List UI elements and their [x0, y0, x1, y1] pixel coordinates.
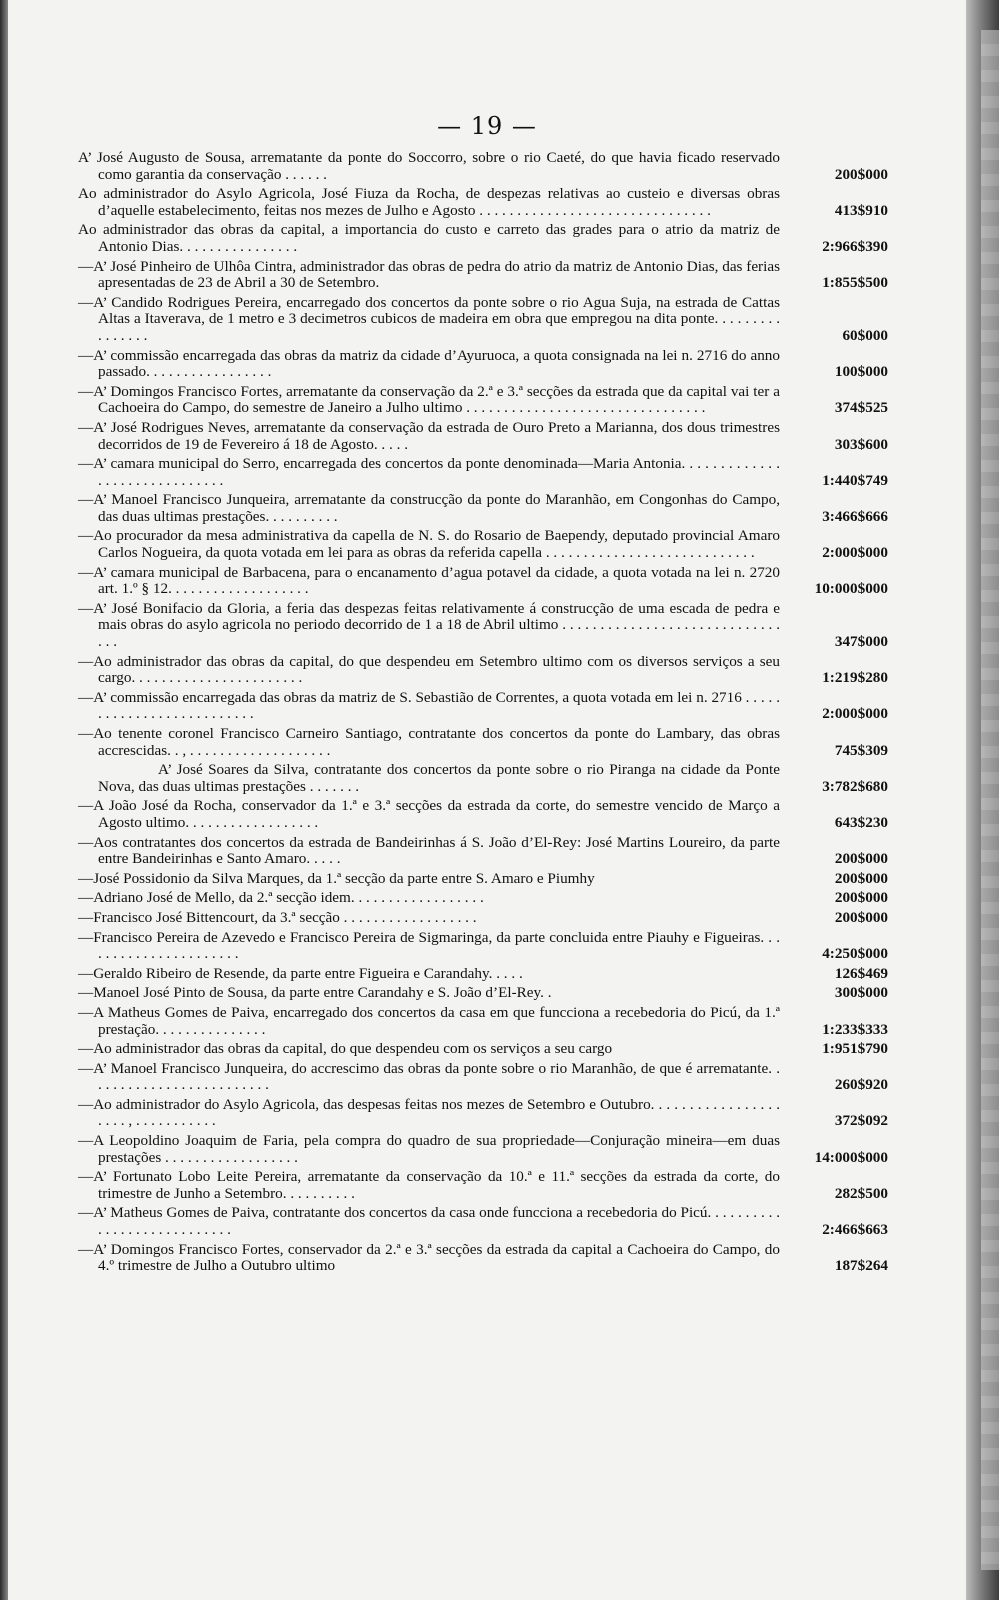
entry-amount: 200$000 — [834, 165, 888, 183]
entry-amount: 282$500 — [834, 1184, 888, 1202]
ledger-entry — [78, 930, 888, 963]
ledger-entry — [78, 798, 888, 831]
entry-amount: 2:000$000 — [822, 705, 888, 723]
entry-text: —A’ Manoel Francisco Junqueira, do accrescimo das obras da ponte sobre o rio Maranhão, de que é arrematante. . . . . . . . . . . . . . . . . . . . . . . . . — [78, 1059, 780, 1094]
entry-text: —A’ Domingos Francisco Fortes, arrematante da conservação da 2.ª e 3.ª secções da estrada que da capital vai ter a Cachoeira do Campo, do semestre de Janeiro a Julho ultimo . . . . . . . . . . . . . . . . . . . . . . . . . . . . . . . . — [78, 382, 780, 417]
entry-amount: 300$000 — [834, 984, 888, 1002]
entry-amount: 1:855$500 — [822, 274, 888, 292]
entry-amount: 200$000 — [834, 869, 888, 887]
ledger-entry — [78, 295, 888, 345]
entry-text: —A’ Matheus Gomes de Paiva, contratante dos concertos da casa onde funcciona a recebedoria do Picú. . . . . . . . . . . . . . . . . . . . . . . . . . . . — [78, 1204, 780, 1239]
ledger-entry — [78, 1097, 888, 1130]
entry-amount: 1:219$280 — [822, 669, 888, 687]
entry-text: —A Matheus Gomes de Paiva, encarregado dos concertos da casa em que funcciona a recebedoria do Picú, da 1.ª prestação. . . . . . . . . . . . . . . — [78, 1003, 780, 1038]
entry-amount: 303$600 — [834, 435, 888, 453]
entry-text: —Geraldo Ribeiro de Resende, da parte entre Figueira e Carandahy. . . . . — [78, 964, 523, 982]
entry-amount: 413$910 — [834, 201, 888, 219]
ledger-entry — [78, 456, 888, 489]
ledger-entry — [78, 1169, 888, 1202]
ledger-entry — [78, 835, 888, 868]
entry-amount: 126$469 — [834, 964, 888, 982]
entry-amount: 1:440$749 — [822, 471, 888, 489]
entry-amount: 260$920 — [834, 1076, 888, 1094]
entry-text: —A’ Candido Rodrigues Pereira, encarregado dos concertos da ponte sobre o rio Agua Suja, na estrada de Cattas Altas a Itaverava, de 1 metro e 3 decimetros cubicos de madeira em obra que empregou na dita ponte. . . . . . . . . . . . . . . . — [78, 293, 780, 344]
entry-amount: 1:951$790 — [822, 1040, 888, 1058]
entry-text: —José Possidonio da Silva Marques, da 1.ª secção da parte entre S. Amaro e Piumhy — [78, 869, 595, 887]
ledger-entry — [78, 910, 888, 927]
entry-text: —Ao administrador das obras da capital, do que despendeu com os serviços a seu cargo — [78, 1040, 613, 1058]
ledger-entry — [78, 762, 888, 795]
ledger-entry — [78, 565, 888, 598]
entry-amount: 745$309 — [834, 741, 888, 759]
bleed-through-shadow — [981, 30, 999, 1570]
entry-text: —A’ José Pinheiro de Ulhôa Cintra, administrador das obras de pedra do atrio da matriz de Antonio Dias, das ferias apresentadas de 23 de Abril a 30 de Setembro. — [78, 257, 780, 292]
entry-text: —A’ commissão encarregada das obras da matriz de S. Sebastião de Correntes, a quota votada em lei n. 2716 . . . . . . . . . . . . . . . . . . . . . . . . . . — [78, 688, 780, 723]
entry-amount: 374$525 — [834, 399, 888, 417]
ledger-entry — [78, 726, 888, 759]
entry-text: —A’ Domingos Francisco Fortes, conservador da 2.ª e 3.ª secções da estrada da capital a Cachoeira do Campo, do 4.º trimestre de Julho a Outubro ultimo — [78, 1240, 780, 1275]
entry-amount: 187$264 — [834, 1257, 888, 1275]
ledger-entry — [78, 348, 888, 381]
entry-text: Ao administrador das obras da capital, a importancia do custo e carreto das grades para o atrio da matriz de Antonio Dias. . . . . . . . . . . . . . . . — [78, 221, 780, 255]
entry-amount: 60$000 — [842, 326, 888, 344]
entry-text: A’ José Soares da Silva, contratante dos concertos da ponte sobre o rio Piranga na cidade da Ponte Nova, das duas ultimas prestações . . . . . . . — [98, 761, 780, 795]
ledger-entry — [78, 420, 888, 453]
ledger-entry — [78, 654, 888, 687]
entry-amount: 4:250$000 — [822, 945, 888, 963]
entry-text: —A’ José Bonifacio da Gloria, a feria das despezas feitas relativamente á construcção de uma escada de pedra e mais obras do asylo agricola no periodo decorrido de 1 a 18 de Abril ultimo . . . . . . . . . . . . . . . . . . . . . . . . . . . . . . . . — [78, 599, 780, 651]
ledger-entry — [78, 222, 888, 255]
ledger-entry — [78, 871, 888, 888]
ledger-entry — [78, 1041, 888, 1058]
entry-text: —Francisco José Bittencourt, da 3.ª secção . . . . . . . . . . . . . . . . . . — [78, 908, 477, 926]
page-number: — 19 — — [437, 112, 537, 140]
ledger-entry — [78, 966, 888, 983]
entry-text: Ao administrador do Asylo Agricola, José Fiuza da Rocha, de despezas relativas ao custeio e diversas obras d’aquelle estabelecimento, feitas nos mezes de Julho e Agosto . . . . . . . . . . . . . . . . . . . . . . . . . . . . . . . — [78, 185, 780, 219]
entry-text: —A’ camara municipal de Barbacena, para o encanamento d’agua potavel da cidade, a quota votada na lei n. 2720 art. 1.º § 12. . . . . . . . . . . . . . . . . . . — [78, 563, 780, 598]
entry-amount: 200$000 — [834, 889, 888, 907]
ledger-entry — [78, 601, 888, 651]
entry-text: —A’ Manoel Francisco Junqueira, arrematante da construcção da ponte do Maranhão, em Congonhas do Campo, das duas ultimas prestações. . . . . . . . . . — [78, 491, 780, 525]
entry-text: —Francisco Pereira de Azevedo e Francisco Pereira de Sigmaringa, da parte concluida entre Piauhy e Figueiras. . . . . . . . . . . . . . . . . . . . . . — [78, 928, 780, 963]
entry-amount: 3:466$666 — [822, 507, 888, 525]
ledger-entry — [78, 259, 888, 292]
entry-text: —A’ José Rodrigues Neves, arrematante da conservação da estrada de Ouro Preto a Marianna, dos dous trimestres decorridos de 19 de Fevereiro á 18 de Agosto. . . . . — [78, 418, 780, 453]
ledger-entry — [78, 492, 888, 525]
ledger-entry — [78, 1242, 888, 1275]
entry-amount: 372$092 — [834, 1112, 888, 1130]
entry-text: —A’ camara municipal do Serro, encarregada des concertos da ponte denominada—Maria Antonia. . . . . . . . . . . . . . . . . . . . . . . . . . . . . . — [78, 455, 780, 489]
entry-amount: 3:782$680 — [822, 777, 888, 795]
document-page — [8, 0, 966, 1600]
entry-text: —Ao administrador das obras da capital, do que despendeu em Setembro ultimo com os diversos serviços a seu cargo. . . . . . . . . . . . . . . . . . . . . . . — [78, 652, 780, 687]
ledger-entries — [78, 150, 888, 1278]
entry-text: A’ José Augusto de Sousa, arrematante da ponte do Soccorro, sobre o rio Caeté, do que havia ficado reservado como garantia da conservação . . . . . . — [78, 149, 780, 183]
ledger-entry — [78, 690, 888, 723]
entry-amount: 347$000 — [834, 633, 888, 651]
entry-amount: 2:466$663 — [822, 1221, 888, 1239]
entry-text: —A Leopoldino Joaquim de Faria, pela compra do quadro de sua propriedade—Conjuração mineira—em duas prestações . . . . . . . . . . . . . . . . . . — [78, 1132, 780, 1166]
entry-text: —Manoel José Pinto de Sousa, da parte entre Carandahy e S. João d’El-Rey. . — [78, 984, 552, 1002]
ledger-entry — [78, 384, 888, 417]
entry-text: —A’ Fortunato Lobo Leite Pereira, arrematante da conservação da 10.ª e 11.ª secções da estrada da corte, do trimestre de Junho a Setembro. . . . . . . . . . — [78, 1168, 780, 1202]
entry-amount: 200$000 — [834, 850, 888, 868]
entry-amount: 2:966$390 — [822, 237, 888, 255]
ledger-entry — [78, 985, 888, 1002]
entry-amount: 1:233$333 — [822, 1020, 888, 1038]
ledger-entry — [78, 890, 888, 907]
ledger-entry — [78, 1205, 888, 1238]
entry-amount: 10:000$000 — [814, 580, 888, 598]
ledger-entry — [78, 1005, 888, 1038]
entry-text: —Adriano José de Mello, da 2.ª secção idem. . . . . . . . . . . . . . . . . . — [78, 889, 484, 907]
entry-amount: 100$000 — [834, 363, 888, 381]
ledger-entry — [78, 528, 888, 561]
entry-text: —A João José da Rocha, conservador da 1.ª e 3.ª secções da estrada da corte, do semestre vencido de Março a Agosto ultimo. . . . . . . . . . . . . . . . . . — [78, 797, 780, 831]
entry-text: —Ao administrador do Asylo Agricola, das despesas feitas nos mezes de Setembro e Outubro. . . . . . . . . . . . . . . . . . . . . , . . . . . . . . . . . — [78, 1095, 780, 1130]
entry-text: —A’ commissão encarregada das obras da matriz da cidade d’Ayuruoca, a quota consignada na lei n. 2716 do anno passado. . . . . . . . . . . . . . . . . — [78, 346, 780, 381]
entry-text: —Ao procurador da mesa administrativa da capella de N. S. do Rosario de Baependy, deputado provincial Amaro Carlos Nogueira, da quota votada em lei para as obras da referida capella . . . . . . . . . . . . . . . . . . . . . . . . . . . . — [78, 527, 780, 562]
entry-amount: 2:000$000 — [822, 544, 888, 562]
entry-amount: 200$000 — [834, 908, 888, 926]
entry-text: —Ao tenente coronel Francisco Carneiro Santiago, contratante dos concertos da ponte do Lambary, das obras accrescidas. . , . . . . . . . . . . . . . . . . . . . — [78, 725, 780, 759]
scan-left-edge — [0, 0, 8, 1600]
ledger-entry — [78, 1061, 888, 1094]
entry-amount: 643$230 — [834, 813, 888, 831]
ledger-entry — [78, 150, 888, 183]
ledger-entry — [78, 1133, 888, 1166]
entry-amount: 14:000$000 — [814, 1148, 888, 1166]
ledger-entry — [78, 186, 888, 219]
entry-text: —Aos contratantes dos concertos da estrada de Bandeirinhas á S. João d’El-Rey: José Martins Loureiro, da parte entre Bandeirinhas e Santo Amaro. . . . . — [78, 833, 780, 868]
